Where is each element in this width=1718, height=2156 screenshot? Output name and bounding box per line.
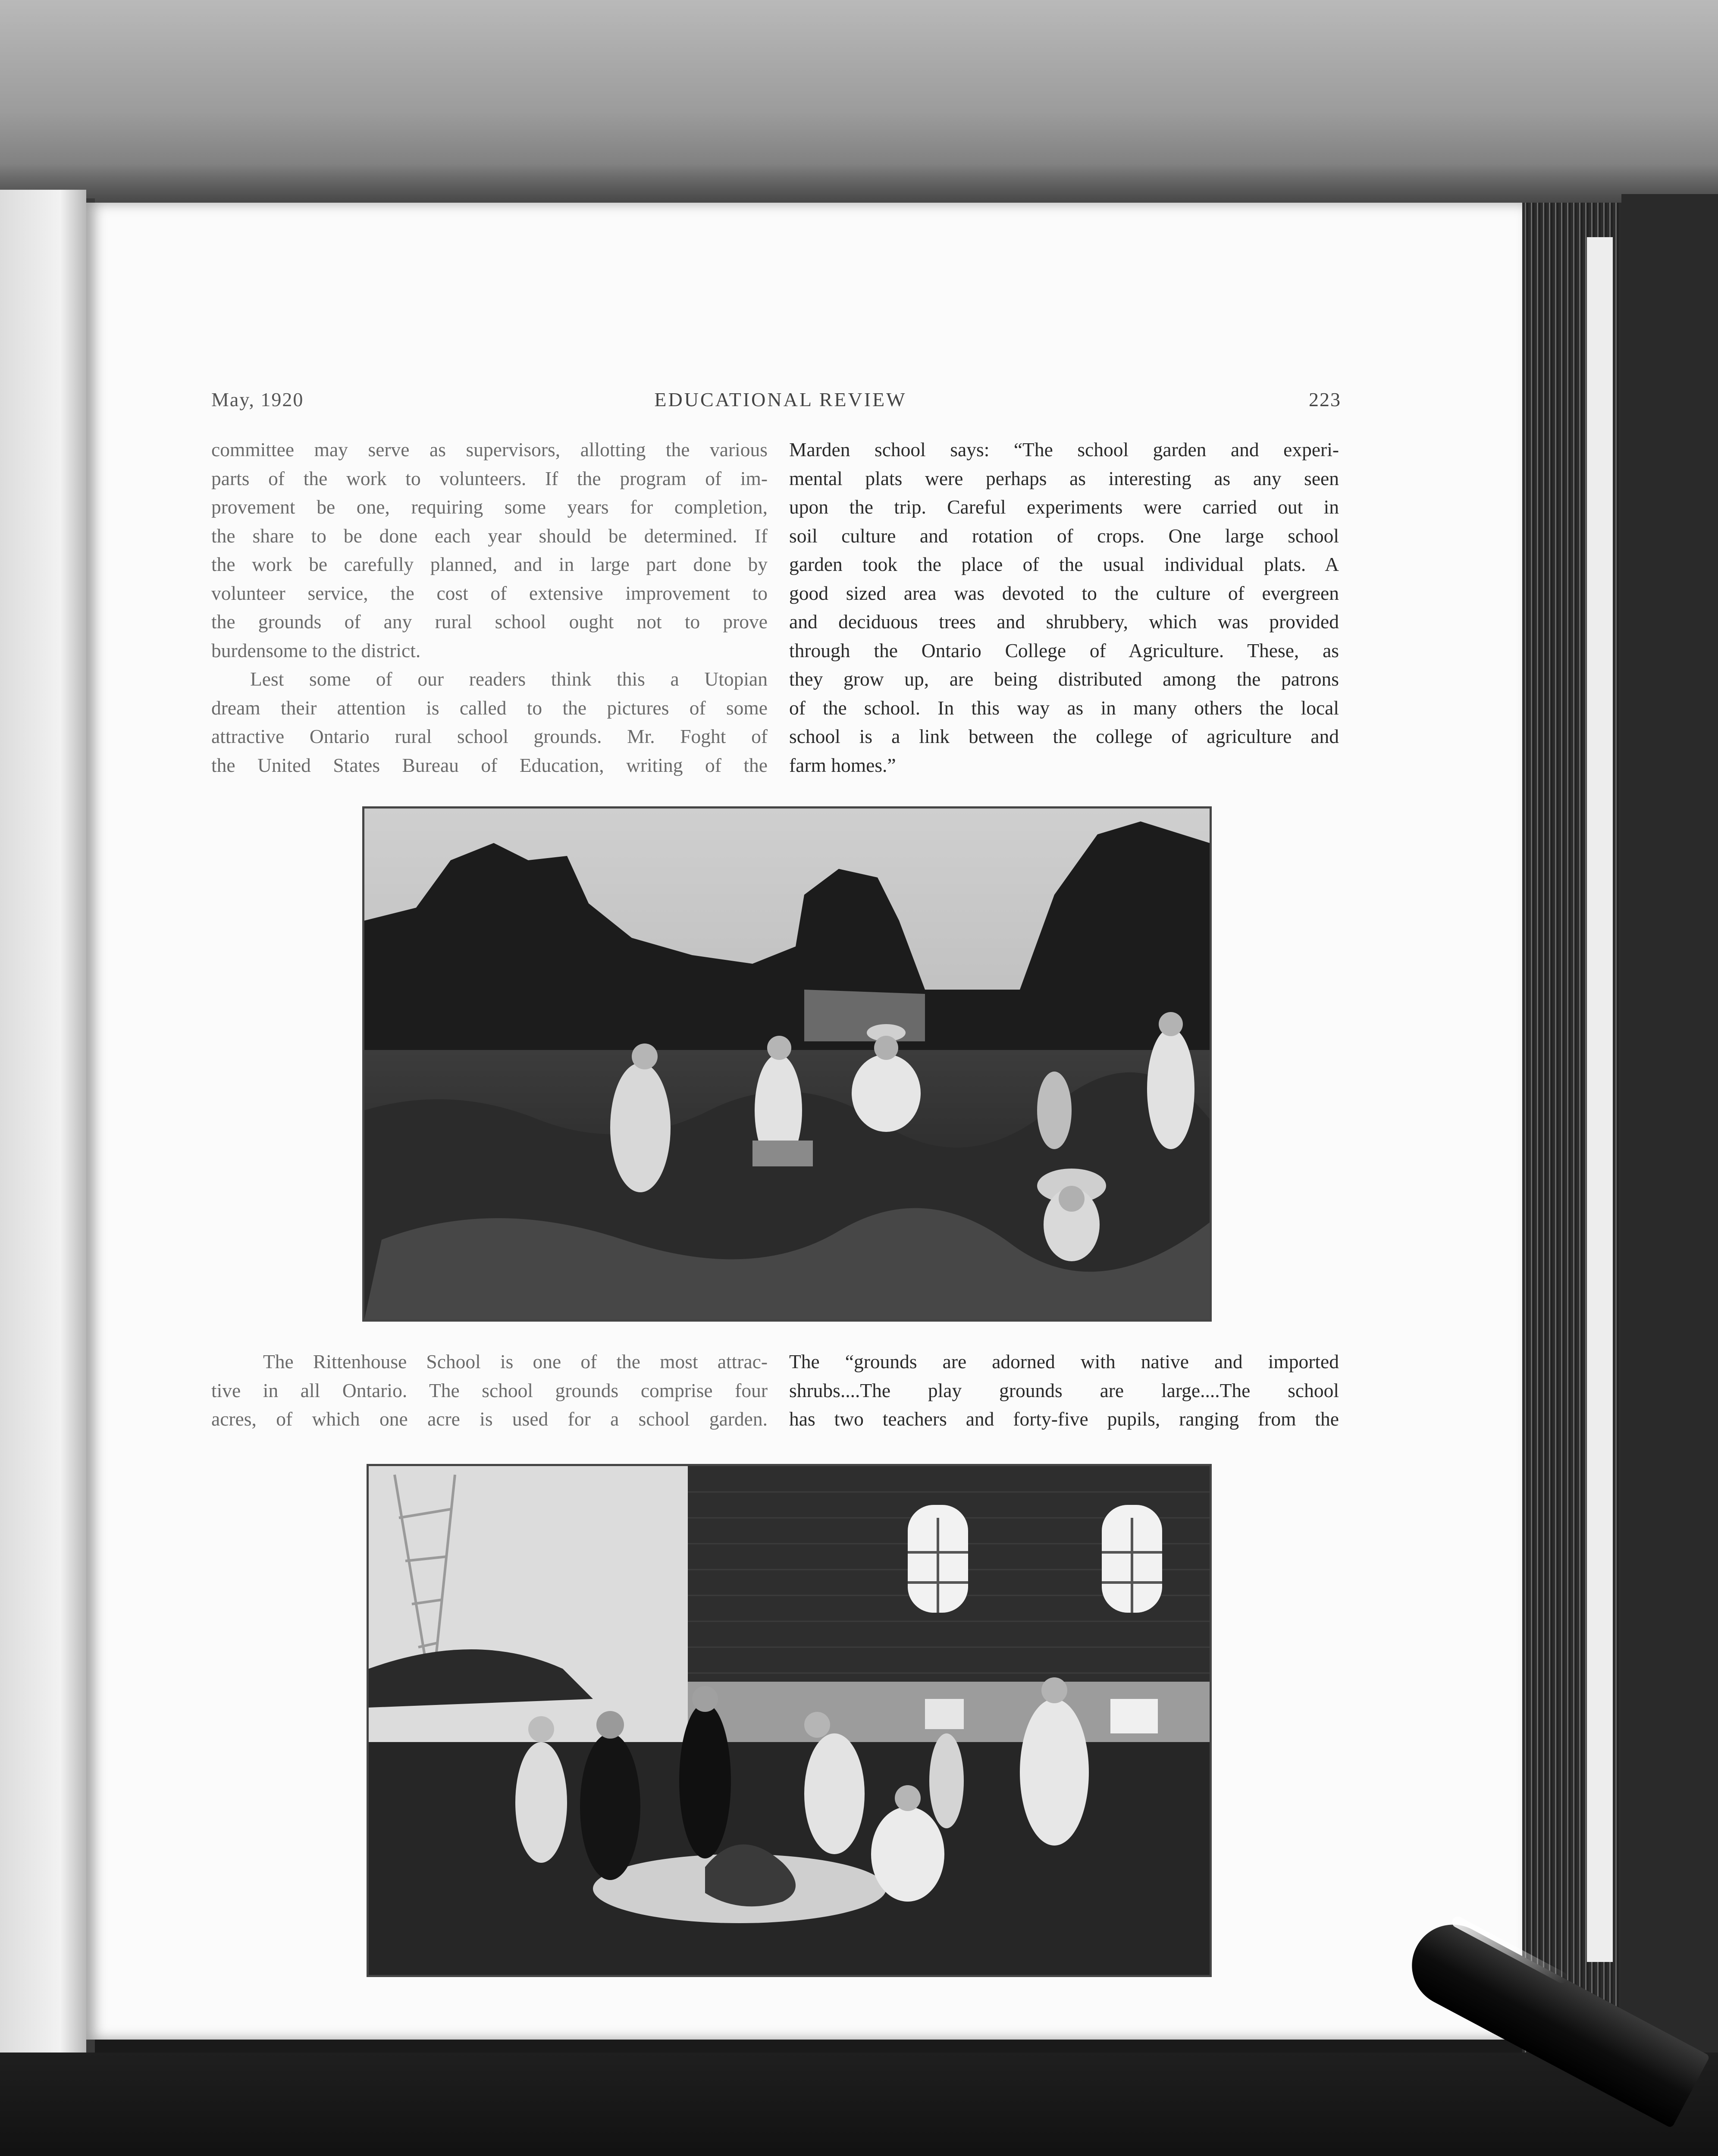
- text-line: volunteer service, the cost of extensive improvement to: [211, 582, 768, 604]
- school-photo-image: [369, 1466, 1210, 1975]
- scan-background-top: [0, 0, 1718, 203]
- text-line: The “grounds are adorned with native and imported: [789, 1351, 1339, 1373]
- text-line: provement be one, requiring some years for completion,: [211, 496, 768, 518]
- text-line: soil culture and rotation of crops. One large school: [789, 524, 1339, 547]
- text-line: the share to be done each year should be determined. If: [211, 524, 768, 547]
- left-column-middle: [211, 1348, 768, 1434]
- text-line: the work be carefully planned, and in large part done by: [211, 553, 768, 575]
- right-column-middle: [789, 1348, 1339, 1434]
- text-line-indented: Lest some of our readers think this a Utopian: [250, 668, 768, 690]
- text-line: attractive Ontario rural school grounds. Mr. Foght of: [211, 725, 768, 747]
- text-line: the United States Bureau of Education, writing of the: [211, 754, 768, 776]
- text-line: dream their attention is called to the pictures of some: [211, 696, 768, 719]
- text-line: committee may serve as supervisors, allotting the various: [211, 439, 768, 461]
- running-head-date: May, 1920: [211, 389, 304, 411]
- left-column-top: [211, 436, 768, 780]
- photo-garden-children: [362, 806, 1212, 1322]
- page-stack-edge: [1522, 203, 1621, 2053]
- text-line: Marden school says: “The school garden and experi-: [789, 439, 1339, 461]
- text-line: parts of the work to volunteers. If the program of im-: [211, 467, 768, 489]
- page-number: 223: [1309, 389, 1341, 411]
- text-line: upon the trip. Careful experiments were carried out in: [789, 496, 1339, 518]
- right-column-top: [789, 436, 1339, 780]
- text-line: through the Ontario College of Agriculture. These, as: [789, 639, 1339, 661]
- text-line: burdensome to the district.: [211, 639, 421, 661]
- text-line: has two teachers and forty-five pupils, ranging from the: [789, 1408, 1339, 1430]
- garden-photo-image: [364, 808, 1210, 1319]
- text-line: acres, of which one acre is used for a school garden.: [211, 1408, 768, 1430]
- text-line: good sized area was devoted to the culture of evergreen: [789, 582, 1339, 604]
- text-line-indented: The Rittenhouse School is one of the most attrac-: [263, 1351, 768, 1373]
- text-line: mental plats were perhaps as interesting as any seen: [789, 467, 1339, 489]
- text-line: of the school. In this way as in many others the local: [789, 696, 1339, 719]
- text-line: and deciduous trees and shrubbery, which was provided: [789, 611, 1339, 633]
- text-line: they grow up, are being distributed among the patrons: [789, 668, 1339, 690]
- scan-background-bottom: [0, 2053, 1718, 2156]
- text-line: garden took the place of the usual individual plats. A: [789, 553, 1339, 575]
- facing-page-edge: [0, 190, 86, 2130]
- text-line: shrubs....The play grounds are large....The school: [789, 1379, 1339, 1401]
- text-line: tive in all Ontario. The school grounds comprise four: [211, 1379, 768, 1401]
- text-line: the grounds of any rural school ought not to prove: [211, 611, 768, 633]
- photo-school-building-group: [367, 1464, 1212, 1977]
- text-line: farm homes.”: [789, 754, 896, 776]
- book-cover-edge: [1621, 194, 1718, 2061]
- text-line: school is a link between the college of agriculture and: [789, 725, 1339, 747]
- running-head-title: EDUCATIONAL REVIEW: [654, 389, 907, 411]
